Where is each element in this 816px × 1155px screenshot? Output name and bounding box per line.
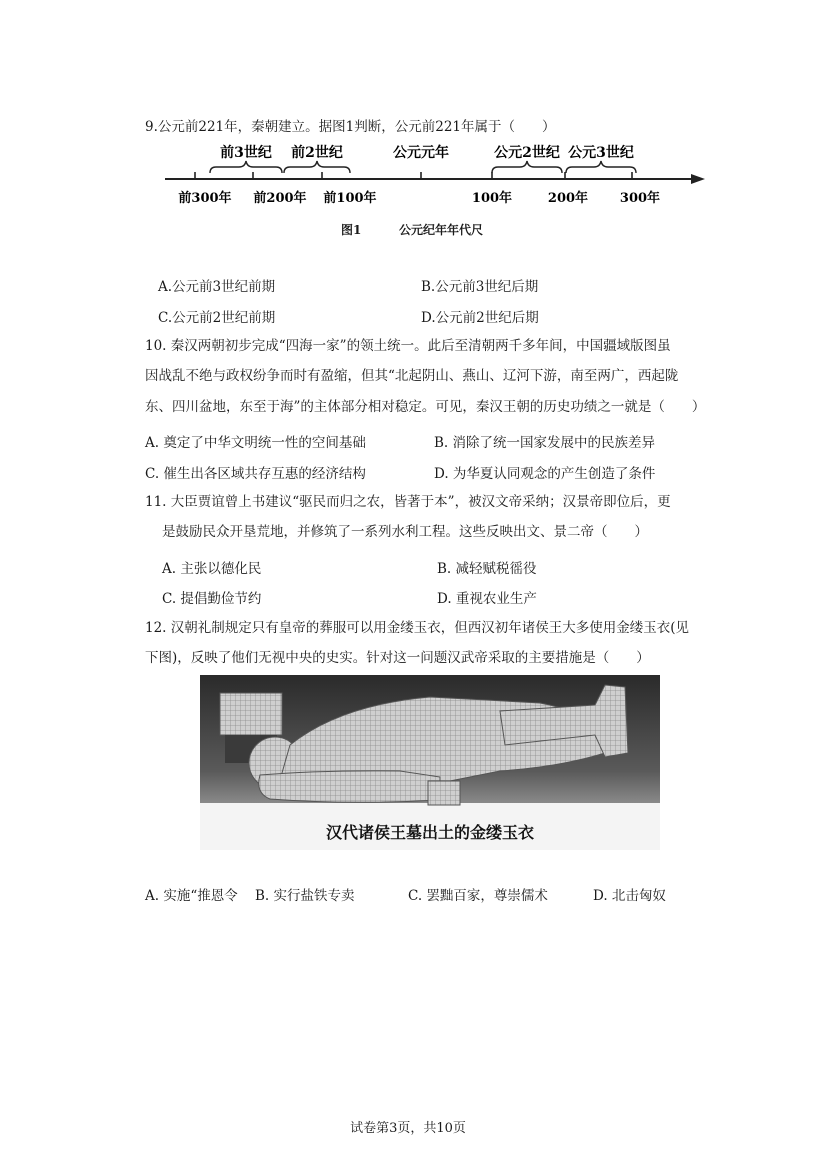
jade-hand (428, 781, 460, 805)
jade-arm (259, 771, 440, 802)
q10-option-d: D. 为华夏认同观念的产生创造了条件 (434, 466, 656, 482)
q10-line-2: 因战乱不绝与政权纷争而时有盈缩，但其“北起阴山、燕山、辽河下游，南至两广，西起陇 (145, 368, 679, 384)
span-label: 公元3世纪 (568, 145, 634, 161)
q12-line-1: 12. 汉朝礼制规定只有皇帝的葬服可以用金缕玉衣，但西汉初年诸侯王大多使用金缕玉衣(见 (145, 620, 690, 636)
q12-option-b: B. 实行盐铁专卖 (255, 888, 355, 904)
span-label: 前2世纪 (291, 145, 343, 161)
q12-option-a: A. 实施“推恩令 (145, 888, 238, 904)
q11-option-a: A. 主张以德化民 (162, 561, 262, 577)
q11-option-b: B. 减轻赋税徭役 (437, 561, 537, 577)
q12-option-c: C. 罢黜百家，尊崇儒术 (408, 888, 548, 904)
q9-option-a: A.公元前3世纪前期 (158, 279, 276, 295)
span-label: 公元2世纪 (494, 145, 560, 161)
photo-caption: 汉代诸侯王墓出土的金缕玉衣 (325, 823, 535, 842)
brace-ad2 (492, 161, 562, 173)
q10-option-c: C. 催生出各区域共存互惠的经济结构 (145, 466, 366, 482)
figure-number: 图1 (341, 223, 362, 237)
q9-option-d: D.公元前2世纪后期 (421, 310, 539, 326)
span-label: 前3世纪 (220, 145, 272, 161)
q10-option-b: B. 消除了统一国家发展中的民族差异 (434, 435, 656, 451)
tick-label: 300年 (619, 191, 661, 206)
tick-label: 前100年 (323, 191, 377, 206)
q10-line-3: 东、四川盆地，东至于海”的主体部分相对稳定。可见，秦汉王朝的历史功绩之一就是（ ） (145, 399, 706, 415)
figure-title: 公元纪年年代尺 (399, 223, 484, 237)
span-label: 公元元年 (393, 145, 449, 161)
q9-option-c: C.公元前2世纪前期 (158, 310, 276, 326)
q11-option-c: C. 提倡勤俭节约 (162, 591, 262, 607)
jade-suit-photo (200, 675, 660, 850)
q10-line-1: 10. 秦汉两朝初步完成“四海一家”的领土统一。此后至清朝两千多年间，中国疆域版图虽 (145, 338, 671, 354)
brace-bc2 (284, 161, 350, 173)
q12-option-d: D. 北击匈奴 (593, 888, 666, 904)
timeline-arrow (691, 174, 705, 184)
q11-option-d: D. 重视农业生产 (437, 591, 537, 607)
tick-label: 100年 (471, 191, 513, 206)
tick-label: 前200年 (253, 191, 307, 206)
q10-option-a: A. 奠定了中华文明统一性的空间基础 (145, 435, 366, 451)
tick-label: 200年 (547, 191, 589, 206)
jade-pillow (220, 693, 282, 735)
q9-stem: 9.公元前221年，秦朝建立。据图1判断，公元前221年属于（ ） (145, 119, 556, 135)
timeline-figure (150, 140, 710, 215)
q11-line-2: 是鼓励民众开垦荒地，并修筑了一系列水利工程。这些反映出文、景二帝（ ） (162, 524, 648, 540)
brace-ad3 (566, 161, 636, 173)
tick-label: 前300年 (178, 191, 232, 206)
q9-option-b: B.公元前3世纪后期 (421, 279, 539, 295)
q11-line-1: 11. 大臣贾谊曾上书建议“驱民而归之农，皆著于本”，被汉文帝采纳；汉景帝即位后，更 (145, 494, 671, 510)
q12-line-2: 下图)，反映了他们无视中央的史实。针对这一问题汉武帝采取的主要措施是（ ） (145, 650, 650, 666)
brace-bc3 (210, 161, 282, 173)
page-footer: 试卷第3页，共10页 (350, 1121, 466, 1136)
